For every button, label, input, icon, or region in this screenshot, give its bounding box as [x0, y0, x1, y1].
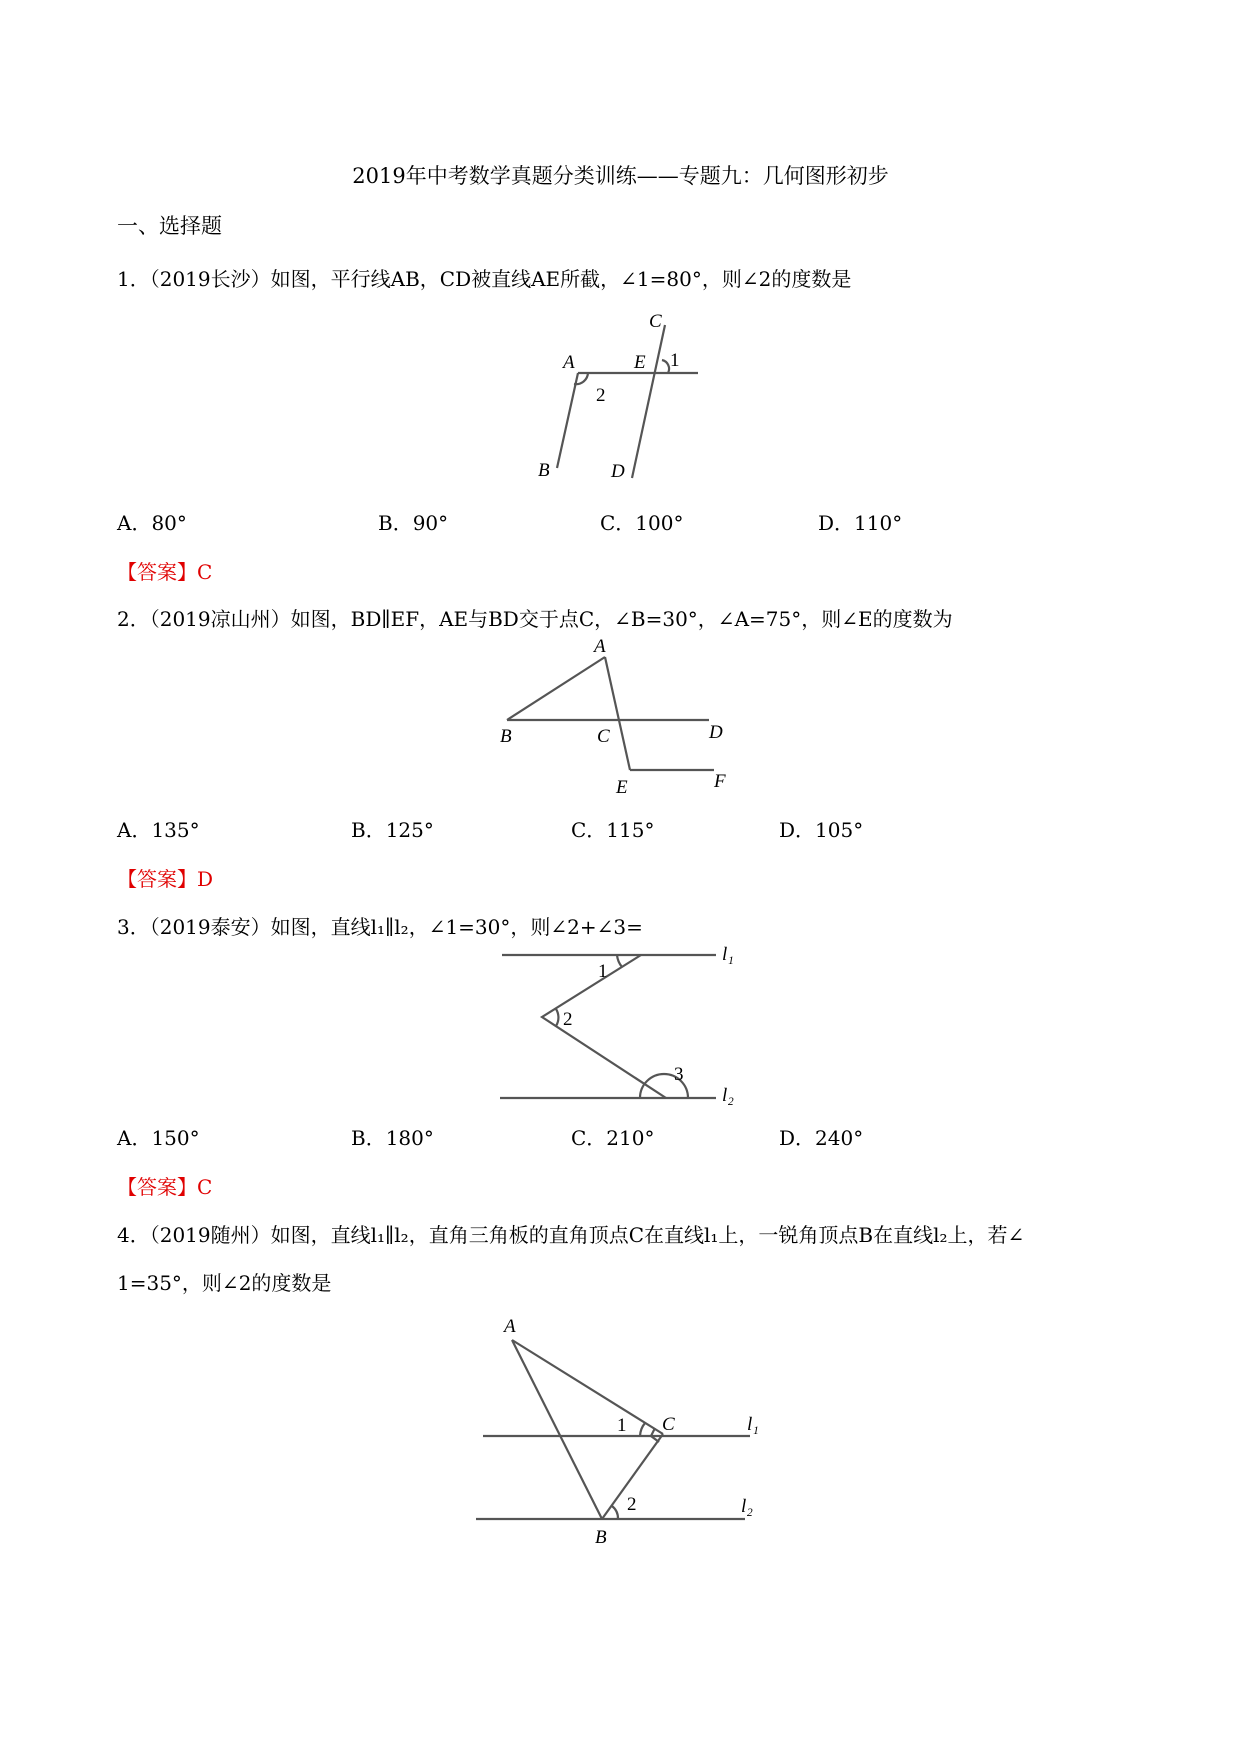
- q3-option-a[interactable]: A．150°: [117, 1126, 200, 1150]
- fig2-label-a: A: [594, 636, 606, 657]
- fig4-label-l1: l₁: [747, 1414, 759, 1435]
- q3-option-c[interactable]: C．210°: [571, 1126, 655, 1150]
- page-title: 2019年中考数学真题分类训练——专题九：几何图形初步: [352, 164, 889, 188]
- fig1-label-c: C: [649, 311, 662, 332]
- fig4-label-l2: l₂: [741, 1496, 753, 1517]
- fig1-label-2: 2: [596, 385, 606, 406]
- fig1-label-d: D: [611, 461, 625, 482]
- fig2-label-f: F: [714, 771, 726, 792]
- q2-answer: 【答案】D: [117, 867, 214, 891]
- fig2-label-d: D: [709, 722, 723, 743]
- fig3-label-2: 2: [563, 1009, 573, 1030]
- q2-option-a[interactable]: A．135°: [117, 818, 200, 842]
- q1-option-b[interactable]: B．90°: [378, 511, 449, 535]
- fig2-label-c: C: [597, 726, 610, 747]
- q3-option-d[interactable]: D．240°: [779, 1126, 864, 1150]
- fig2-label-b: B: [500, 726, 512, 747]
- angle-2-arc: [612, 1506, 618, 1519]
- question-2-stem: 2．（2019凉山州）如图，BD∥EF，AE与BD交于点C，∠B=30°，∠A=75°，则∠E的度数为: [117, 607, 953, 631]
- question-1-stem: 1．（2019长沙）如图，平行线AB，CD被直线AE所截，∠1=80°，则∠2的度数是: [117, 267, 852, 291]
- q2-option-b[interactable]: B．125°: [351, 818, 434, 842]
- angle-1-arc: [640, 1423, 645, 1436]
- fig4-label-c: C: [662, 1414, 675, 1435]
- fig1-label-a: A: [563, 352, 575, 373]
- section-heading: 一、选择题: [117, 214, 222, 238]
- fig2-label-e: E: [616, 777, 628, 798]
- fig3-label-1: 1: [598, 961, 608, 982]
- question-4-stem-line1: 4．（2019随州）如图，直线l₁∥l₂，直角三角板的直角顶点C在直线l₁上，一锐角顶点B在直线l₂上，若∠: [117, 1223, 1025, 1247]
- fig4-label-a: A: [504, 1316, 516, 1337]
- fig1-label-b: B: [538, 460, 550, 481]
- q2-option-c[interactable]: C．115°: [571, 818, 655, 842]
- q3-answer: 【答案】C: [117, 1175, 213, 1199]
- q1-option-a[interactable]: A．80°: [117, 511, 187, 535]
- fig1-label-1: 1: [670, 350, 680, 371]
- q3-option-b[interactable]: B．180°: [351, 1126, 434, 1150]
- question-4-stem-line2: 1=35°，则∠2的度数是: [117, 1271, 332, 1295]
- q1-answer: 【答案】C: [117, 560, 213, 584]
- fig3-label-l1: l₁: [722, 944, 734, 965]
- q1-option-c[interactable]: C．100°: [600, 511, 684, 535]
- fig4-label-2: 2: [627, 1494, 637, 1515]
- q1-option-d[interactable]: D．110°: [818, 511, 903, 535]
- question-3-stem: 3．（2019泰安）如图，直线l₁∥l₂，∠1=30°，则∠2+∠3=: [117, 915, 643, 939]
- fig4-label-b: B: [595, 1527, 607, 1548]
- fig3-label-3: 3: [674, 1064, 684, 1085]
- fig4-label-1: 1: [617, 1415, 627, 1436]
- q2-option-d[interactable]: D．105°: [779, 818, 864, 842]
- fig3-label-l2: l₂: [722, 1085, 734, 1106]
- fig1-label-e: E: [634, 352, 646, 373]
